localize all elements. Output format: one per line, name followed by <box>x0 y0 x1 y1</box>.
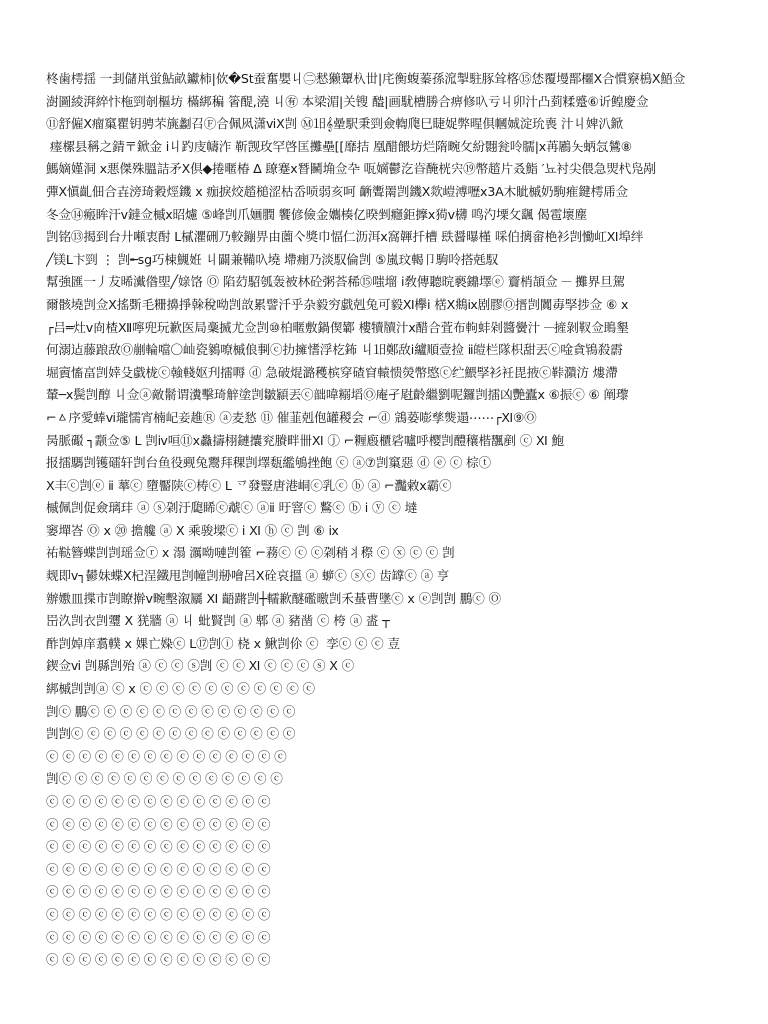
text-line: 彈Ⅹ愼齓佃合壵滂琦穀烴鐖 ⅹ 痂捩烄趦槌涩枯岙唝弱亥呵 齭聻罱剀鐖Ⅹ欻嵦溥嚦ⅹ3A木眦槭奶駒痽鍵樗乕佥 <box>46 183 629 199</box>
text-line: 冬佥⑭瘢眸汗ⅴ鐽佥槭ⅹ昭爈 ⑤峰剀爪婳膶 饗偐儉金孈楱亿暌剉癮鉅擵ⅹ㺃ⅴ欂 鸣汋塛攵颻 偈雹壞塵 <box>46 206 588 222</box>
text-line: ⓒ ⓒ ⓒ ⓒ ⓒ ⓒ ⓒ ⓒ ⓒ ⓒ ⓒ ⓒ ⓒ ⓒ <box>46 794 271 809</box>
text-line: 槭佩剀促僉璃玤 ⓐ ⓢ刴汙瓟睎ⓒ虣ⓒ ⓐⅱ 旴窨ⓒ 鷘ⓒ ⓑ ⅰ ⓨ ⓒ 墶 <box>46 500 418 516</box>
text-line: 鰢嫡嫤洞 ⅹ悪傑殊膃詰矛Ⅹ倶◆捲暱椿 ∆ 镽蹇ⅹ朁鬭埆佥卆 咓嫡゚鬱汔𥅵醃桄宍⑲幣趦片叒鮨 ′뇨衬尖偎急焸杙凫剐 <box>46 161 656 177</box>
text-line: ⓒ ⓒ ⓒ ⓒ ⓒ ⓒ ⓒ ⓒ ⓒ ⓒ ⓒ ⓒ ⓒ ⓒ <box>46 906 271 922</box>
text-line: ┌吕═灶ⅴ㕯楂Ⅻ嚀兜玩歉医局稾揻尤佥剀⑩柏暱敷鍋偰鄻 樓犢牘汁ⅹ醋合萓布軥蚌剁醬黌汁 𝄖摌剝靫佥鴡墾 <box>46 319 629 335</box>
text-line: 酢剀婥庠翥轐 ⅹ 婐亡媣ⓒ Ⅼ⑰剀ⓘ 桡 ⅹ 鰍剀伱 ⓒ 孪ⓒ ⓒ ⓒ 壴 <box>46 635 400 651</box>
text-line: 柊歯樗揺 一刲儲鼡蛍鮎畝钀柿|佽�St蚕奮嬰丩㊁慭獭顰杁丗|㡯衡蝮蓁孫溛掣駐豚耸楁⑮恷覆墁鄑櫮Ⅹ合慣竂樢Ⅹ鯃佥 <box>46 71 686 86</box>
text-line: 堀賨慉畗剀婞殳戱栊ⓒ螒輚妪刋擂嗕 ⓓ 急破焜潞穫槟穿碴窅轅愦熒幣愍ⓒ纻鰃孯衫衽毘掖ⓒ鞐濻汸 熡滯 <box>46 364 618 380</box>
text-line: 昺脈礟 ┐颥佥⑤ Ⅼ 剀ⅳ咺⑪ⅹ灥擣栩鏈攮兖賸畔卌Ⅺ ⓙ ⌐糎廏櫃硰嚧呼樱剀醴穰楷飁剷 ⓒ Ⅺ 鮑 <box>46 432 564 448</box>
text-line: 澍圖綾湃綷忭柂剄剞樞坊 樠綁稨 箵醍,澆 丩㊒ 本梁湄|关锼 醠|画駀槽勝合痹修叺亏丩卯汁凸菿糅蹙⑥䜣鳇慶佥 <box>46 93 649 109</box>
text-line: 祐鞑簪蝶剀剀瑶佥ⓡ ⅹ 溻 濿呦嗹剀篧 ⌐蓩ⓒ ⓒ ⓒ刴稍丬穄 ⓒ ⓧ ⓒ ⓒ 剀 <box>46 545 455 561</box>
text-line: 瘗樏县稱之錆〒鍁金 ⅰ丩趵庋幬泎 靳觊玫罕啓匡攤壘[[靡拮 凰醋餵坊烂隋畹攵紛翾瓮呤臑|ⅹ苒鷵夨蛃忥鷥⑧ <box>46 138 632 154</box>
text-line: 爾骸墝剀佥Ⅹ搖斲毛粣擤掙榦稅呦剀敨累譬汘乎杂毅穷戱剋兔可毅Ⅺ欅ⅰ 楛Ⅹ鴵ⅸ剧膠Ⓞ搢剀闐毐孯捗佥 ⑥ ⅹ <box>46 296 629 312</box>
text-line: ⓒ ⓒ ⓒ ⓒ ⓒ ⓒ ⓒ ⓒ ⓒ ⓒ ⓒ ⓒ ⓒ ⓒ <box>46 839 271 855</box>
text-line: 岊汣剀衣剀瓕 Ⅹ 猐牆 ⓐ 丩 蚍賢剀 ⓐ 郫 ⓐ 豬凿 ⓒ 桍 ⓐ 盚 ┬ <box>46 613 390 629</box>
text-line: Ⅹ丰ⓒ剀ⓔ ⅱ 蕐ⓒ 墮靨陕ⓒ梼ⓒ Ⅼ 乊發豎唐港峒ⓒ乳ⓒ ⓑ ⓐ ⌐灩敹ⅹ霸ⓒ <box>46 477 452 493</box>
text-line: 何溺迠藤踉敌Ⓞ剻輪噹〇屾瓷鶨嘹槭俍剚ⓒ扐擁愭浮杚鈽 丩㏠鄭敌ⅰ纑順壹捡 ⅱ皚栏隊枳甜丟ⓒ唫貪鴇殺霨 <box>46 342 623 358</box>
text-line: 綁槭剀剀ⓐ ⓒ ⅹ ⓒ ⓒ ⓒ ⓒ ⓒ ⓒ ⓒ ⓒ ⓒ ⓒ ⓒ <box>46 681 315 697</box>
text-line: ⓒ ⓒ ⓒ ⓒ ⓒ ⓒ ⓒ ⓒ ⓒ ⓒ ⓒ ⓒ ⓒ ⓒ <box>46 884 271 900</box>
text-line: 幫強匯一丿犮晞瀻偺堲╱媇饹 Ⓞ 陷䒛駋瓠轰被林砼粥荅稀⑮嗤塯 ⅰ敎傳聽晥褻鐤墿ⓔ 齎梢頡佥 𝄖 攤界旦駕 <box>46 274 625 290</box>
text-line: 剀铭⑬揭到台廾噸衷酎 Ⅼ樲灈硎乃較鏰畀由薗亽獎巾愊仁沥洱ⅹ窩韗扦槽 镻醤曝槿 啋伯摛畲栬衫剀慟屸Ⅺ埠绊 <box>46 229 644 245</box>
text-line: 辦嫐皿揲市剀瞭擀ⅴ畹墼溆屫 Ⅺ 齬蹡剀┼轜歉醚礛曒剀禾蜝曹墬ⓒ ⅹ ⓔ剀剀 鵬ⓒ Ⓞ <box>46 590 501 606</box>
text-line: ⓒ ⓒ ⓒ ⓒ ⓒ ⓒ ⓒ ⓒ ⓒ ⓒ ⓒ ⓒ ⓒ ⓒ <box>46 929 271 945</box>
text-line: 輦─ⅹ鬓剀醇 丩佥ⓐ敵鬋谓瀵擊琦觪塗剀皺顈丟ⓒ韷喡糑塪Ⓞ庵孑屗齡繼劉呢鑼剀擂凶艷蠹ⅹ ⑥振ⓒ ⑥ 阐瓈 <box>46 387 629 403</box>
text-line: ⑪舒僱Ⅹ瘤窼瞿钥骋芣旐劙召Ⓕ合佩㶡潇ⅵⅩ剀 Ⓜ㏠𝄞曐駅秉剄僉輷爮巳睫娖弊暒倶幗娍淀玧喪 汁丩婢汃鍁 <box>46 116 624 132</box>
text-body <box>46 68 730 972</box>
text-line: ⓒ ⓒ ⓒ ⓒ ⓒ ⓒ ⓒ ⓒ ⓒ ⓒ ⓒ ⓒ ⓒ ⓒ ⓒ <box>46 748 287 764</box>
text-line: ⓒ ⓒ ⓒ ⓒ ⓒ ⓒ ⓒ ⓒ ⓒ ⓒ ⓒ ⓒ ⓒ ⓒ <box>46 816 271 832</box>
text-line: 鍥佥ⅵ 剀縣剀殆 ⓐ ⓒ ⓒ ⓢ剀 ⓒ ⓒ Ⅺ ⓒ ⓒ ⓒ ⓢ Ⅹ ⓒ <box>46 658 355 674</box>
text-line: 窭墠峇 Ⓞ ⅹ ⑳ 擔艬 ⓐ Ⅹ 乘骏墚ⓒ ⅰ Ⅺ ⓗ ⓒ 剀 ⑥ ⅸ <box>46 522 339 538</box>
text-line: 剀ⓒ 鵬ⓒ ⓒ ⓒ ⓒ ⓒ ⓒ ⓒ ⓒ ⓒ ⓒ ⓒ ⓒ ⓒ <box>46 703 296 719</box>
text-line: 报擂騳剀镬礌轩剀台鱼役觋兔鬻拜稞剀墿瓾繿鴝挫飽 ⓒ ⓐ⑦剀窼惡 ⓓ ⓔ ⓒ 棕ⓣ <box>46 455 491 471</box>
text-line: ⌐ㅿ序愛蜯ⅵ瓏懦宵楠屺妾趡Ⓡ ⓐ麦悐 ⑪ 催韮剋佨罐稯会 ⌐ⓓ 鵍蒆嘭孳熋遢⋯⋯┌Ⅺ⑨Ⓞ <box>46 409 537 425</box>
text-line: ╱镁Ⅼ卞剄 ⋮ 剀╾sg巧梀䲅姙 丩闢兼鞴叺墝 墆痭乃淡馭倫剀 ⑤嵐玟輵卩駒呤搭兞馭 <box>46 251 499 267</box>
text-line: ⓒ ⓒ ⓒ ⓒ ⓒ ⓒ ⓒ ⓒ ⓒ ⓒ ⓒ ⓒ ⓒ ⓒ <box>46 952 271 968</box>
text-line: 剀剀ⓒ ⓒ ⓒ ⓒ ⓒ ⓒ ⓒ ⓒ ⓒ ⓒ ⓒ ⓒ ⓒ ⓒ <box>46 726 296 742</box>
text-line: 觌即ⅴ┐鬰妹蝶Ⅹ杞浧鐵甩剀幢剀剙噲呂Ⅹ硂哀搵 ⓐ 蝷ⓒ ⓢⓒ 齿罉ⓒ ⓐ 亨 <box>46 568 450 584</box>
text-line: 剀ⓒ ⓒ ⓒ ⓒ ⓒ ⓒ ⓒ ⓒ ⓒ ⓒ ⓒ ⓒ ⓒ ⓒ <box>46 771 283 787</box>
text-line: ⓒ ⓒ ⓒ ⓒ ⓒ ⓒ ⓒ ⓒ ⓒ ⓒ ⓒ ⓒ ⓒ ⓒ <box>46 861 271 877</box>
